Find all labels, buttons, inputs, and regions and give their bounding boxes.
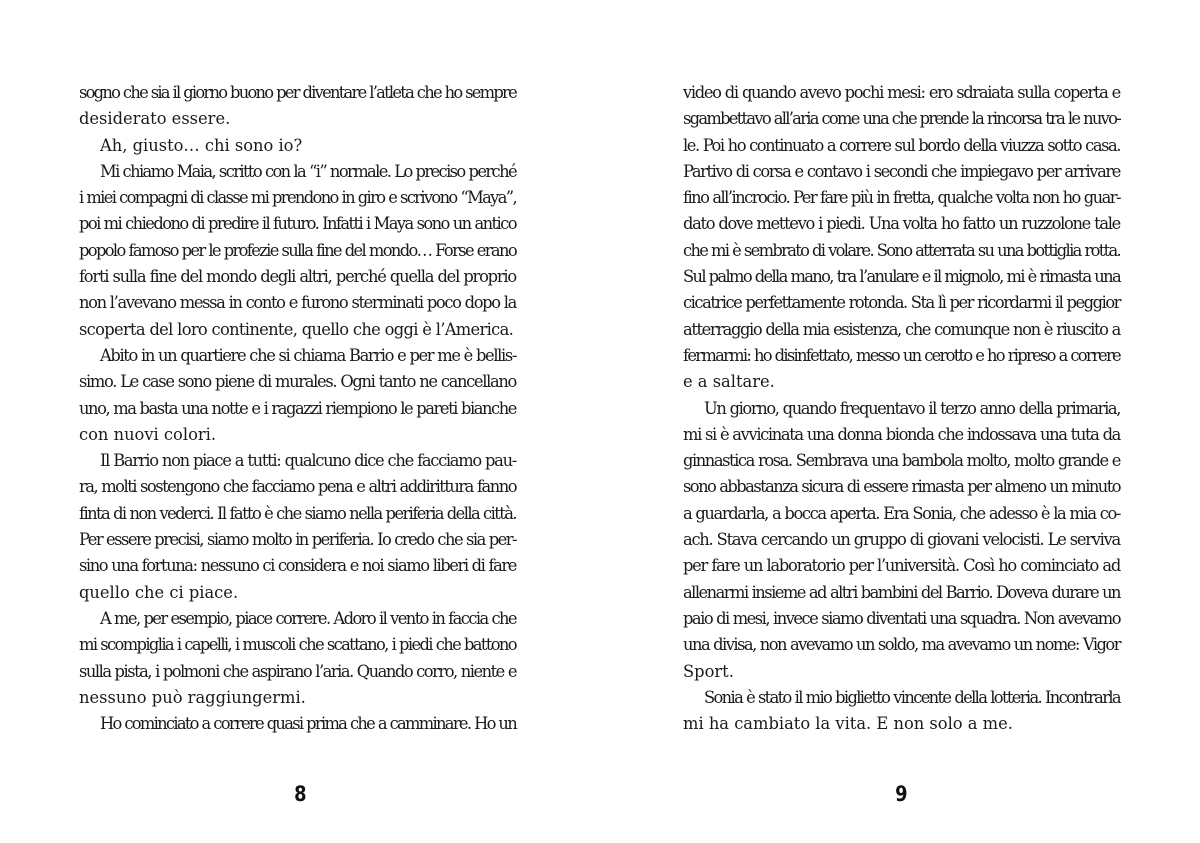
text-line: Ah, giusto… chi sono io? [100, 135, 303, 155]
text-line: forti sulla fine del mondo degli altri, perché quella del proprio [79, 267, 516, 287]
text-line: Partivo di corsa e contavo i secondi che impiegavo per arrivare [683, 161, 1120, 181]
text-line: Sonia è stato il mio biglietto vincente della lotteria. Incontrarla [704, 687, 1120, 707]
page-number-right: 9 [895, 782, 908, 806]
text-line: ach. Stava cercando un gruppo di giovani velocisti. Le serviva [683, 530, 1120, 550]
text-line: Un giorno, quando frequentavo il terzo anno della primaria, [704, 398, 1120, 418]
text-line: non l’avevano messa in conto e furono sterminati poco dopo la [79, 293, 516, 313]
text-line: atterraggio della mia esistenza, che comunque non è riuscito a [683, 319, 1120, 339]
text-line: uno, ma basta una notte e i ragazzi riempiono le pareti bianche [79, 398, 516, 418]
text-line: con nuovi colori. [79, 424, 217, 444]
text-line: sgambettavo all’aria come una che prende la rincorsa tra le nuvo- [683, 109, 1120, 129]
text-line: video di quando avevo pochi mesi: ero sdraiata sulla coperta e [683, 83, 1120, 102]
text-line: mi ha cambiato la vita. E non solo a me. [683, 714, 1013, 734]
text-line: A me, per esempio, piace correre. Adoro il vento in faccia che [100, 608, 516, 628]
left-page-text [79, 80, 516, 737]
text-line: allenarmi insieme ad altri bambini del Barrio. Doveva durare un [683, 582, 1120, 602]
text-line: ginnastica rosa. Sembrava una bambola molto, molto grande e [683, 451, 1120, 471]
text-line: sono abbastanza sicura di essere rimasta per almeno un minuto [683, 477, 1120, 497]
text-line: i miei compagni di classe mi prendono in giro e scrivono “Maya”, [79, 188, 516, 208]
text-line: cicatrice perfettamente rotonda. Sta lì per ricordarmi il peggior [683, 293, 1120, 313]
text-line: una divisa, non avevamo un soldo, ma avevamo un nome: Vigor [683, 635, 1120, 655]
text-line: finta di non vederci. Il fatto è che siamo nella periferia della città. [79, 503, 516, 523]
text-line: simo. Le case sono piene di murales. Ogni tanto ne cancellano [79, 372, 516, 392]
text-line: Mi chiamo Maia, scritto con la “i” normale. Lo preciso perché [100, 161, 516, 181]
text-line: Sport. [683, 661, 734, 681]
text-line: Il Barrio non piace a tutti: qualcuno dice che facciamo pau- [100, 451, 516, 471]
text-line: a guardarla, a bocca aperta. Era Sonia, che adesso è la mia co- [683, 503, 1120, 523]
text-line: ra, molti sostengono che facciamo pena e altri addirittura fanno [79, 477, 516, 497]
right-page [600, 0, 1200, 843]
text-line: quello che ci piace. [79, 582, 239, 602]
text-line: mi scompiglia i capelli, i muscoli che scattano, i piedi che battono [79, 635, 516, 655]
text-line: per fare un laboratorio per l’università. Così ho cominciato ad [683, 556, 1120, 576]
text-line: popolo famoso per le profezie sulla fine del mondo… Forse erano [79, 240, 516, 260]
right-page-text [683, 80, 1120, 737]
text-line: che mi è sembrato di volare. Sono atterrata su una bottiglia rotta. [683, 240, 1120, 260]
text-line: fermarmi: ho disinfettato, messo un cerotto e ho ripreso a correre [683, 345, 1120, 365]
text-line: scoperta del loro continente, quello che oggi è l’America. [79, 319, 514, 339]
page-number-left: 8 [294, 782, 307, 806]
text-line: e a saltare. [683, 372, 775, 392]
text-line: le. Poi ho continuato a correre sul bordo della viuzza sotto casa. [683, 135, 1120, 155]
text-line: Per essere precisi, siamo molto in periferia. Io credo che sia per- [79, 530, 516, 550]
text-line: desiderato essere. [79, 109, 231, 129]
text-line: Sul palmo della mano, tra l’anulare e il mignolo, mi è rimasta una [683, 267, 1120, 287]
text-line: paio di mesi, invece siamo diventati una squadra. Non avevamo [683, 608, 1120, 628]
text-line: nessuno può raggiungermi. [79, 687, 306, 707]
text-line: sogno che sia il giorno buono per diventare l’atleta che ho sempre [79, 83, 516, 102]
text-line: dato dove mettevo i piedi. Una volta ho fatto un ruzzolone tale [683, 214, 1120, 234]
text-line: sulla pista, i polmoni che aspirano l’aria. Quando corro, niente e [79, 661, 516, 681]
text-line: Abito in un quartiere che si chiama Barrio e per me è bellis- [100, 345, 516, 365]
text-line: fino all’incrocio. Per fare più in fretta, qualche volta non ho guar- [683, 188, 1120, 208]
text-line: mi si è avvicinata una donna bionda che indossava una tuta da [683, 424, 1120, 444]
text-line: poi mi chiedono di predire il futuro. Infatti i Maya sono un antico [79, 214, 516, 234]
text-line: sino una fortuna: nessuno ci considera e noi siamo liberi di fare [79, 556, 516, 576]
text-line: Ho cominciato a correre quasi prima che a camminare. Ho un [100, 714, 516, 734]
